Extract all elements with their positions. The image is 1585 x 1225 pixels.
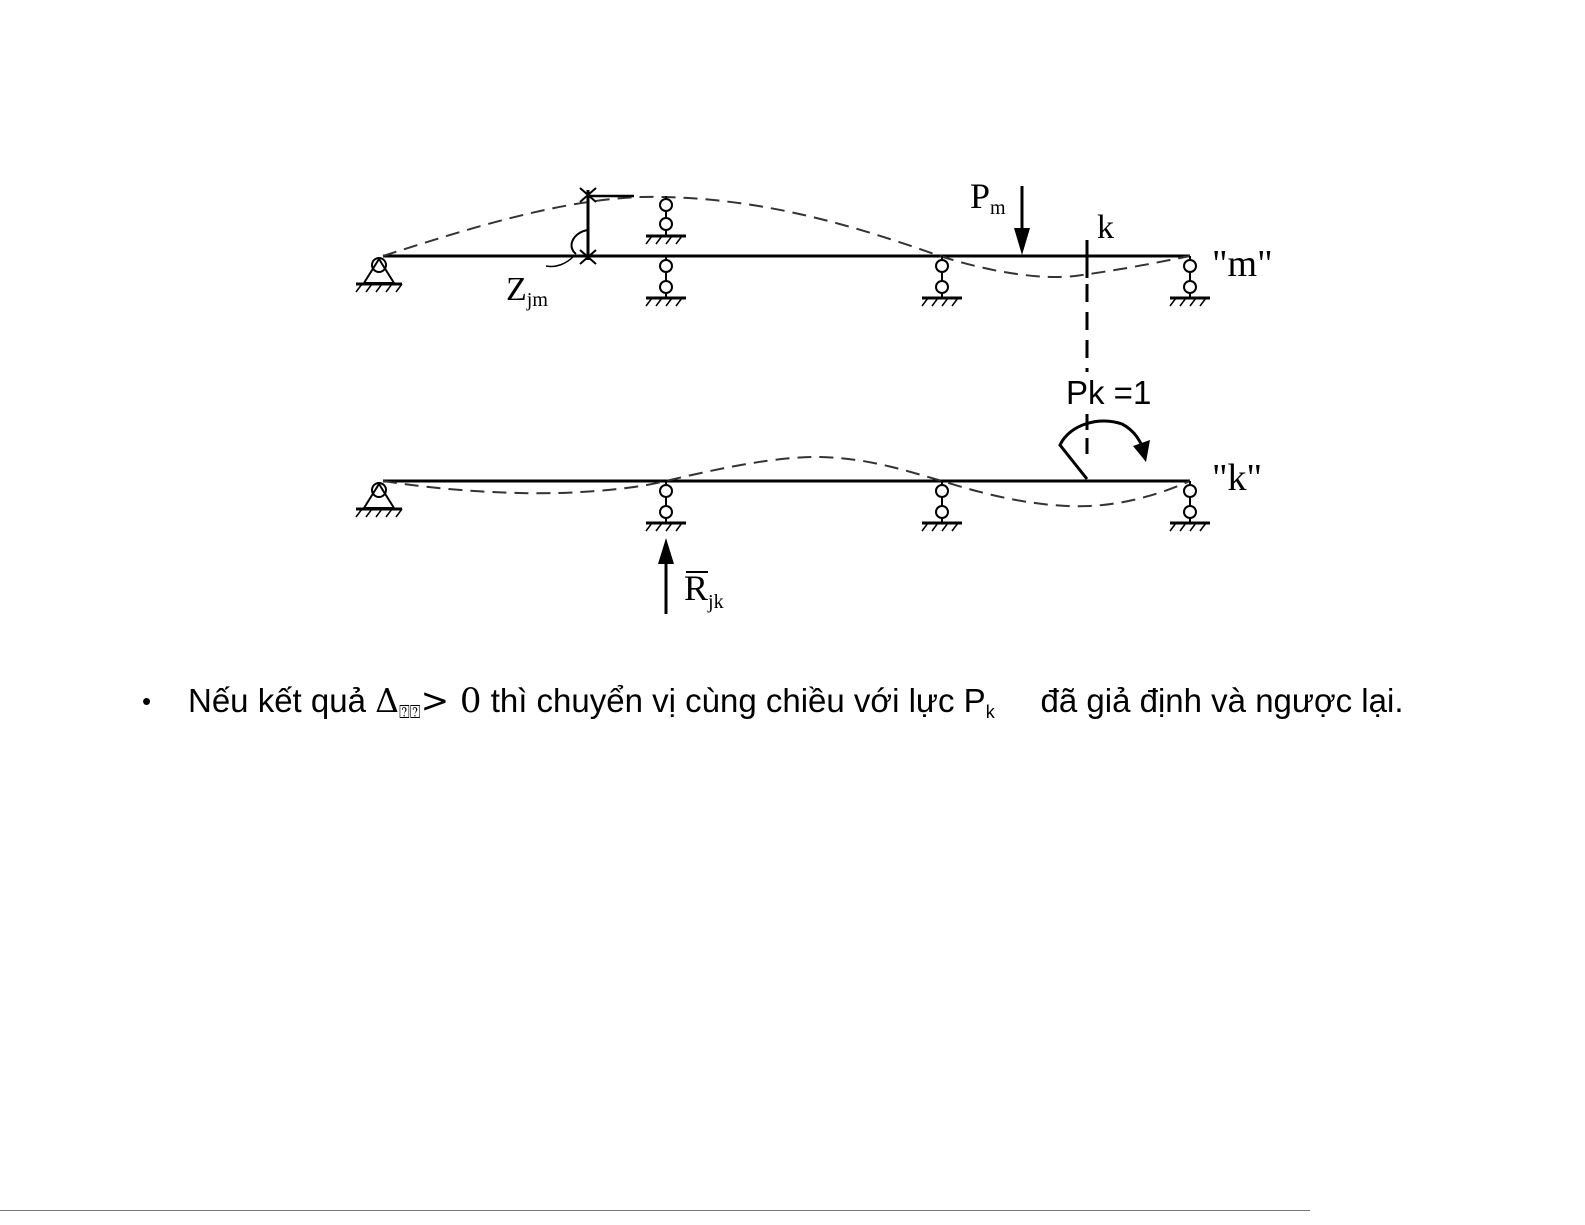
statement-before: Nếu kết quả (188, 682, 366, 719)
force-pm-arrow (1014, 186, 1030, 255)
beam-m-state (356, 176, 1273, 311)
rotation-arc-indicator (1060, 421, 1150, 479)
comparison: > 0 (420, 681, 482, 721)
roller-support-m-3 (1170, 256, 1210, 306)
section-k-label: k (1097, 209, 1114, 246)
force-subscript: k (985, 702, 995, 722)
roller-support-m-1-top (646, 196, 686, 244)
state-k-label: "k" (1212, 457, 1263, 499)
beam-k-state (356, 421, 1262, 614)
displacement-label: Zjm (506, 271, 548, 311)
pin-support-left-k (356, 483, 402, 517)
roller-support-k-2 (922, 481, 962, 531)
delta-symbol: Δ (375, 681, 399, 720)
roller-support-k-3 (1170, 481, 1210, 531)
reaction-label: $R_{jk}$ (684, 568, 724, 613)
bullet-marker: • (142, 686, 152, 716)
reaction-rjk-arrow (658, 538, 674, 614)
bullet-statement (142, 676, 1572, 737)
roller-support-m-1 (646, 256, 686, 306)
unit-force-label: Pk =1 (1066, 374, 1152, 411)
roller-support-k-1 (646, 481, 686, 531)
force-symbol: P (963, 682, 986, 719)
beam-m-deflection-curve (383, 197, 1190, 277)
pin-support-left-m (356, 258, 402, 292)
roller-support-m-2 (922, 256, 962, 306)
state-m-label: "m" (1212, 243, 1273, 285)
statement-after: đã giả định và ngược lại. (1040, 682, 1404, 719)
delta-subscript: ⍰⍰ (398, 702, 421, 722)
force-pm-label: Pm (970, 176, 1006, 219)
statement-middle: thì chuyển vị cùng chiều với lực (490, 682, 955, 719)
bottom-divider (0, 1210, 1310, 1211)
